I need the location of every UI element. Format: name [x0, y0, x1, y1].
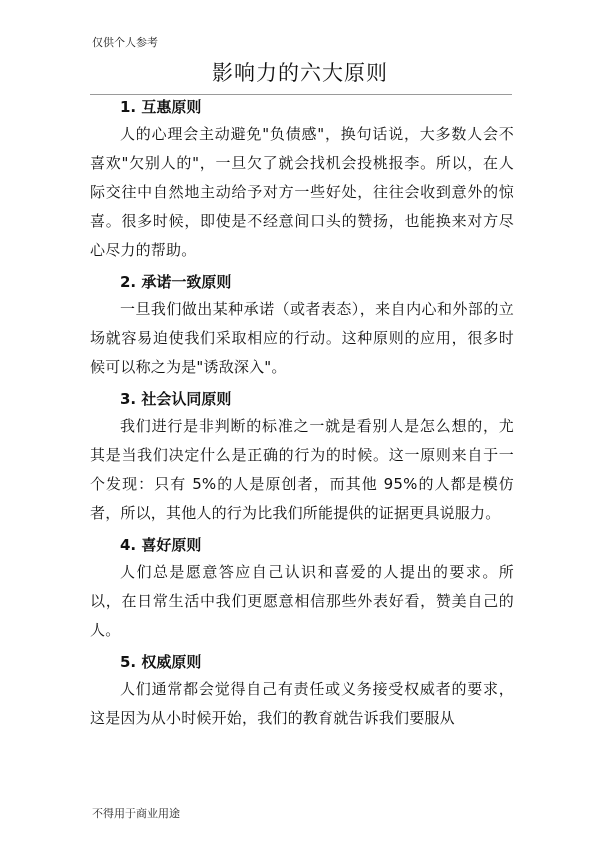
section-paragraph-liking: 人们总是愿意答应自己认识和喜爱的人提出的要求。所以，在日常生活中我们更愿意相信那些外表好看，赞美自己的人。 [90, 563, 514, 639]
page-title: 影响力的六大原则 [212, 61, 388, 85]
document-body [90, 96, 514, 739]
section-paragraph-commitment: 一旦我们做出某种承诺（或者表态），来自内心和外部的立场就容易迫使我们采取相应的行动。这种原则的应用，很多时候可以称之为是"诱敌深入"。 [90, 300, 514, 376]
section-paragraph-social-proof: 我们进行是非判断的标准之一就是看别人是怎么想的，尤其是当我们决定什么是正确的行为的时候。这一原则来自于一个发现：只有 5%的人是原创者，而其他 95%的人都是模仿者，所以，其他人的行为比我们所能提供的证据更具说服力。 [90, 417, 514, 522]
section-heading-liking: 4. 喜好原则 [120, 536, 202, 554]
section-heading-commitment: 2. 承诺一致原则 [120, 273, 232, 291]
section-paragraph-reciprocity: 人的心理会主动避免"负债感"，换句话说，大多数人会不喜欢"欠别人的"，一旦欠了就会找机会投桃报李。所以，在人际交往中自然地主动给予对方一些好处，往往会收到意外的惊喜。很多时候，即使是不经意间口头的赞扬，也能换来对方尽心尽力的帮助。 [90, 125, 514, 259]
section-heading-social-proof: 3. 社会认同原则 [120, 390, 232, 408]
footer-note: 不得用于商业用途 [92, 807, 180, 820]
section-heading-reciprocity: 1. 互惠原则 [120, 98, 202, 116]
section-paragraph-authority: 人们通常都会觉得自己有责任或义务接受权威者的要求，这是因为从小时候开始，我们的教育就告诉我们要服从 [90, 680, 514, 727]
header-note: 仅供个人参考 [92, 36, 158, 49]
title-divider [90, 94, 512, 95]
section-heading-authority: 5. 权威原则 [120, 653, 202, 671]
